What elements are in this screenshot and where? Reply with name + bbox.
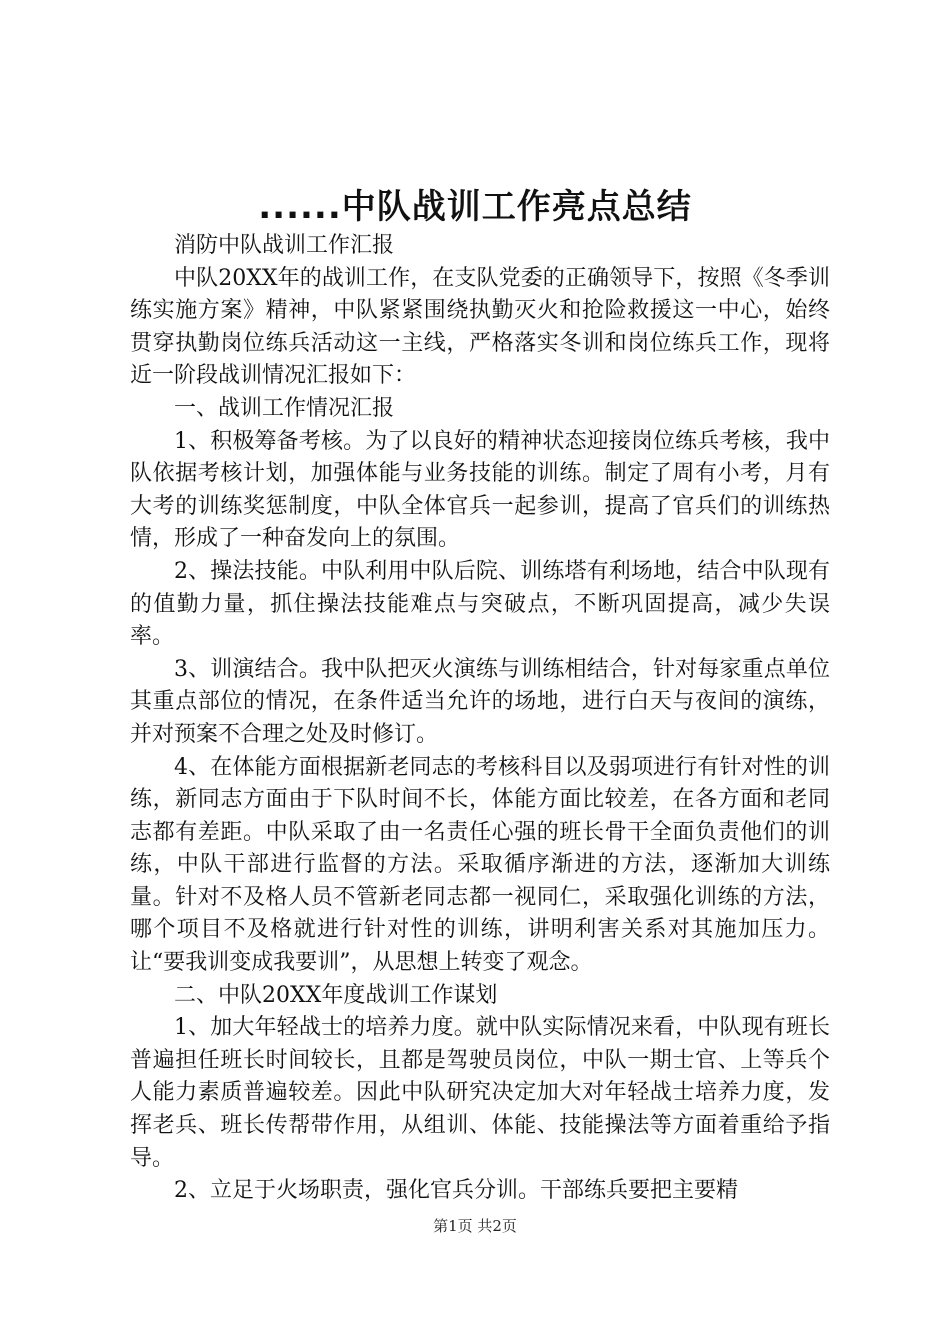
paragraph-intro: 中队20XX年的战训工作，在支队党委的正确领导下，按照《冬季训练实施方案》精神，中队紧紧围绕执勤灭火和抢险救援这一中心，始终贯穿执勤岗位练兵活动这一主线，严格落实冬训和岗位练兵工作，现将近一阶段战训情况汇报如下： (130, 265, 830, 389)
page-footer: 第1页 共2页 (433, 1217, 517, 1235)
paragraph-item: 2、立足于火场职责，强化官兵分训。干部练兵要把主要精 (174, 1178, 738, 1204)
paragraph-item: 1、积极筹备考核。为了以良好的精神状态迎接岗位练兵考核，我中队依据考核计划，加强体能与业务技能的训练。制定了周有小考，月有大考的训练奖惩制度，中队全体官兵一起参训，提高了官兵们的训练热情，形成了一种奋发向上的氛围。 (130, 428, 830, 552)
document-title: ......中队战训工作亮点总结 (258, 187, 692, 227)
document-body (130, 230, 830, 1208)
section-heading-2: 二、中队20XX年度战训工作谋划 (174, 982, 498, 1008)
section-heading-1: 一、战训工作情况汇报 (174, 395, 395, 421)
paragraph-item: 1、加大年轻战士的培养力度。就中队实际情况来看，中队现有班长普遍担任班长时间较长，且都是驾驶员岗位，中队一期士官、上等兵个人能力素质普遍较差。因此中队研究决定加大对年轻战士培养力度，发挥老兵、班长传帮带作用，从组训、体能、技能操法等方面着重给予指导。 (130, 1015, 830, 1171)
paragraph-item: 3、训演结合。我中队把灭火演练与训练相结合，针对每家重点单位其重点部位的情况，在条件适当允许的场地，进行白天与夜间的演练，并对预案不合理之处及时修订。 (130, 656, 830, 747)
paragraph-item: 4、在体能方面根据新老同志的考核科目以及弱项进行有针对性的训练，新同志方面由于下队时间不长，体能方面比较差，在各方面和老同志都有差距。中队采取了由一名责任心强的班长骨干全面负责他们的训练，中队干部进行监督的方法。采取循序渐进的方法，逐渐加大训练量。针对不及格人员不管新老同志都一视同仁，采取强化训练的方法，哪个项目不及格就进行针对性的训练，讲明利害关系对其施加压力。让“要我训变成我要训”，从思想上转变了观念。 (130, 754, 830, 976)
paragraph-subtitle: 消防中队战训工作汇报 (174, 233, 395, 258)
paragraph-item: 2、操法技能。中队利用中队后院、训练塔有利场地，结合中队现有的值勤力量，抓住操法技能难点与突破点，不断巩固提高，减少失误率。 (130, 558, 830, 650)
